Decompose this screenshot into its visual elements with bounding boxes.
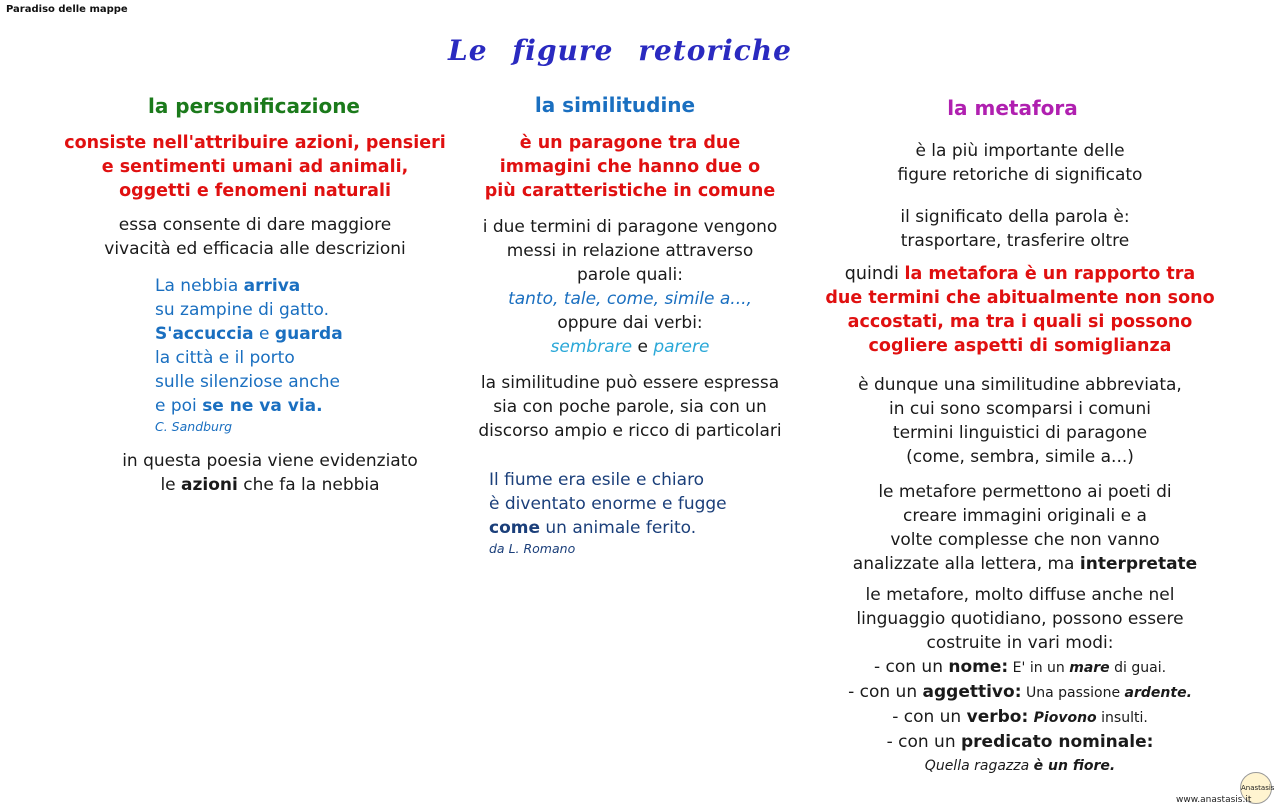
- site-label: Paradiso delle mappe: [6, 4, 128, 15]
- poem-nebbia: La nebbia arriva su zampine di gatto. S'accuccia e guarda la città e il porto sulle silenziose anche e poi se ne va via. C. Sandburg: [155, 274, 455, 436]
- page-title: Le figure retoriche: [448, 34, 792, 67]
- mode-predicato: - con un predicato nominale:: [886, 732, 1154, 752]
- metafora-p6: le metafore, molto diffuse anche nel linguaggio quotidiano, possono essere costruite in vari modi:: [856, 585, 1184, 653]
- similitudine-description-2: la similitudine può essere espressa sia con poche parole, sia con un discorso ampio e ricco di particolari: [478, 373, 782, 441]
- similitudine-description: i due termini di paragone vengono messi in relazione attraverso parole quali: tanto, tale, come, simile a..., oppure dai verbi: sembrare e parere: [440, 215, 820, 359]
- footer-url: www.anastasis.it: [1176, 795, 1252, 805]
- metafora-p5: le metafore permettono ai poeti di creare immagini originali e a volte complesse che non vanno analizzate alla lettera, ma interpretate: [852, 482, 1198, 574]
- example-author: da L. Romano: [489, 541, 576, 556]
- personificazione-description: essa consente di dare maggiore vivacità ed efficacia alle descrizioni: [104, 215, 406, 259]
- metafora-p1: è la più importante delle figure retoriche di significato: [897, 141, 1143, 185]
- mode-predicato-example: Quella ragazza è un fiore.: [924, 758, 1116, 774]
- paragone-words: tanto, tale, come, simile a...,: [508, 289, 752, 309]
- metafora-p4: è dunque una similitudine abbreviata, in cui sono scomparsi i comuni termini linguistici di paragone (come, sembra, simile a...): [858, 375, 1182, 467]
- metafora-definition: quindi la metafora è un rapporto tra due termini che abitualmente non sono accostati, ma tra i quali si possono cogliere aspetti di somiglianza: [825, 264, 1215, 356]
- metafora-p2: il significato della parola è: trasportare, trasferire oltre: [900, 207, 1130, 251]
- similitudine-example: Il fiume era esile e chiaro è diventato enorme e fugge come un animale ferito. da L. Romano: [489, 468, 809, 558]
- mode-nome: - con un nome: E' in un mare di guai.: [873, 657, 1167, 677]
- anastasis-logo: Anastasis: [1240, 772, 1272, 804]
- heading-personificazione: la personificazione: [147, 94, 360, 118]
- mode-verbo: - con un verbo: Piovono insulti.: [892, 707, 1148, 727]
- poem-note: in questa poesia viene evidenziato le azioni che fa la nebbia: [122, 451, 418, 495]
- similitudine-definition: è un paragone tra due immagini che hanno due o più caratteristiche in comune: [484, 133, 776, 201]
- heading-similitudine: la similitudine: [534, 93, 696, 117]
- mode-aggettivo: - con un aggettivo: Una passione ardente.: [848, 682, 1192, 702]
- poem-author: C. Sandburg: [155, 419, 233, 434]
- heading-metafora: la metafora: [947, 96, 1078, 120]
- personificazione-definition: consiste nell'attribuire azioni, pensieri e sentimenti umani ad animali, oggetti e fenomeni naturali: [64, 133, 446, 201]
- metafora-modes: [800, 655, 1240, 778]
